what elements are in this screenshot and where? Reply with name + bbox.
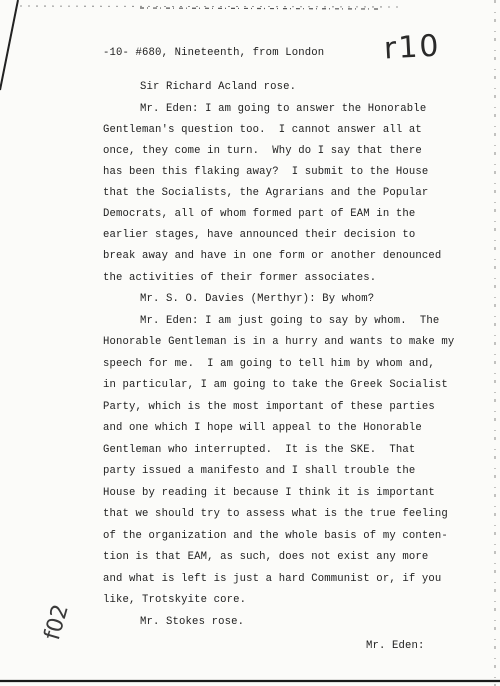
text-line: speech for me. I am going to tell him by whom and,: [103, 358, 435, 370]
text-line: Gentleman who interrupted. It is the SKE. That: [103, 444, 416, 456]
text-line: tion is that EAM, as such, does not exist any more: [103, 551, 429, 563]
text-line: the activities of their former associates.: [103, 272, 377, 284]
text-line: Mr. Stokes rose.: [140, 616, 245, 628]
text-line: Sir Richard Acland rose.: [140, 81, 297, 93]
text-line: like, Trotskyite core.: [103, 594, 247, 606]
text-line: Mr. Eden: I am just going to say by whom. The: [140, 315, 440, 327]
text-line: House by reading it because I think it is important: [103, 487, 435, 499]
handwritten-page-number: f02: [40, 601, 74, 643]
text-line: Party, which is the most important of these parties: [103, 401, 435, 413]
text-line: Honorable Gentleman is in a hurry and wants to make my: [103, 336, 455, 348]
text-line: Mr. S. O. Davies (Merthyr): By whom?: [140, 293, 375, 305]
scan-bottom-edge: [0, 672, 500, 686]
text-line: Gentleman's question too. I cannot answer all at: [103, 124, 422, 136]
text-line: Democrats, all of whom formed part of EAM in the: [103, 208, 416, 220]
document-reference: -10- #680, Nineteenth, from London: [103, 47, 325, 59]
text-line: party issued a manifesto and I shall trouble the: [103, 465, 416, 477]
text-line: Mr. Eden: I am going to answer the Honorable: [140, 103, 427, 115]
text-line: Mr. Eden:: [366, 640, 425, 652]
text-line: and what is left is just a hard Communist or, if you: [103, 573, 442, 585]
text-line: and one which I hope will appeal to the Honorable: [103, 422, 422, 434]
text-line: once, they come in turn. Why do I say that there: [103, 145, 422, 157]
scan-right-edge: [488, 0, 500, 686]
handwritten-code: r10: [383, 28, 442, 67]
scan-top-edge: [0, 0, 500, 18]
text-line: that the Socialists, the Agrarians and the Popular: [103, 187, 429, 199]
text-line: in particular, I am going to take the Greek Socialist: [103, 379, 448, 391]
scan-left-corner: [0, 0, 40, 120]
text-line: break away and have in one form or another denounced: [103, 250, 442, 262]
text-line: has been this flaking away? I submit to the House: [103, 166, 429, 178]
text-line: earlier stages, have announced their decision to: [103, 229, 416, 241]
text-line: that we should try to assess what is the true feeling: [103, 508, 448, 520]
text-line: of the organization and the whole basis of my conten-: [103, 530, 448, 542]
